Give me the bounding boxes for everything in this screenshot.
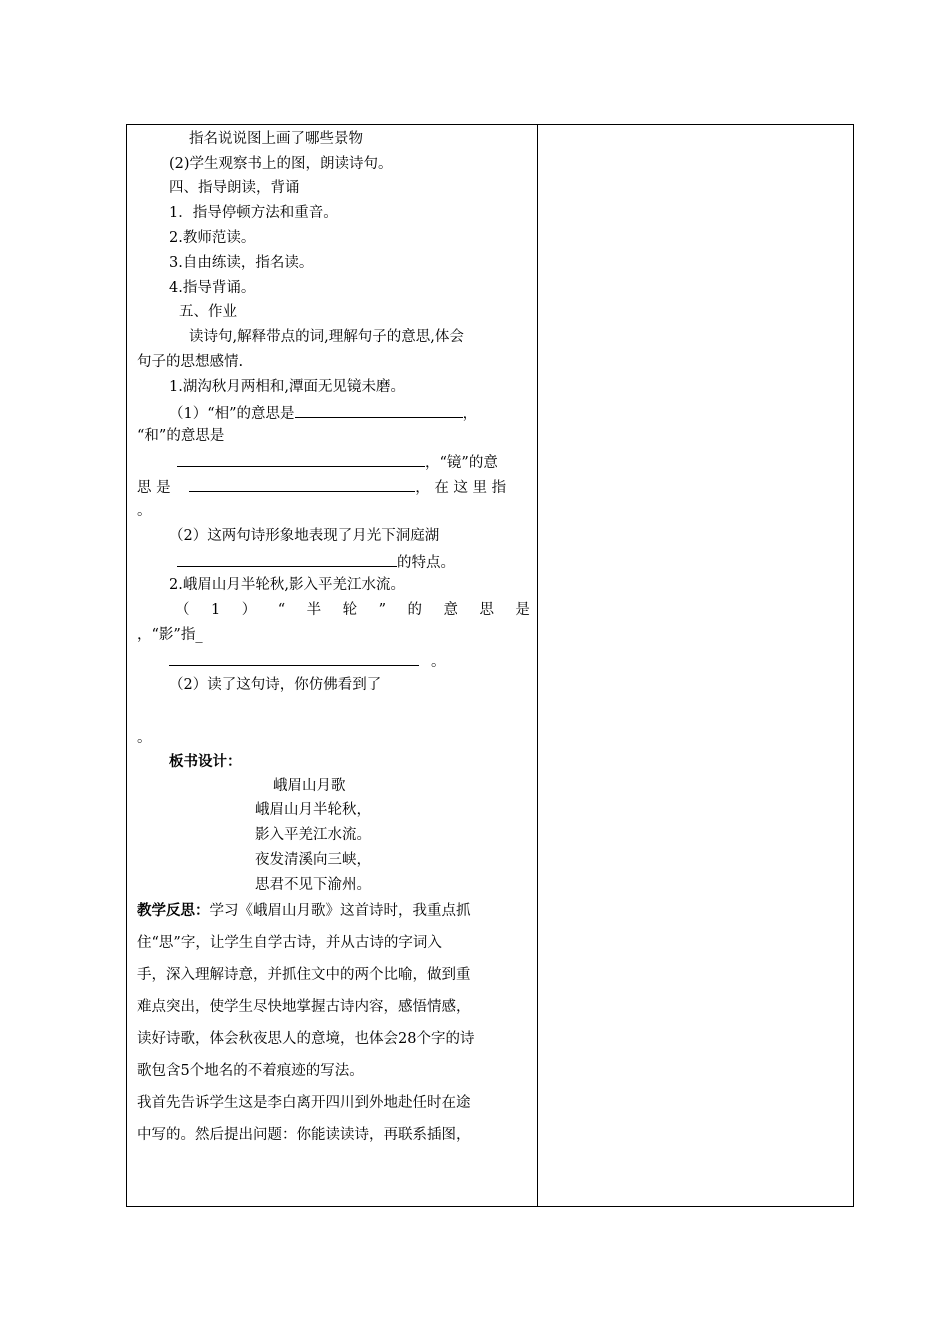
char: （ — [175, 602, 190, 618]
char: 思 — [479, 602, 494, 618]
question-text: 的特点。 — [397, 555, 455, 571]
answer-blank[interactable] — [177, 552, 397, 567]
punct: 。 — [431, 654, 446, 670]
question-line — [169, 403, 477, 423]
question-line — [177, 552, 455, 572]
char: “ — [277, 602, 286, 618]
text-line: 。 — [137, 503, 152, 519]
char: 意 — [443, 602, 458, 618]
right-cell — [538, 125, 853, 1206]
reflection-line: 住“思”字，让学生自学古诗，并从古诗的字词入 — [137, 935, 442, 951]
char: 的 — [407, 602, 422, 618]
text-line: ，“影”指_ — [137, 627, 203, 643]
spaced-question — [175, 601, 530, 619]
reflection-line: 手，深入理解诗意，并抓住文中的两个比喻，做到重 — [137, 967, 471, 983]
question-line — [169, 651, 446, 671]
reflection-line: 教学反思：学习《峨眉山月歌》这首诗时，我重点抓 — [137, 902, 471, 919]
text-line: （2）这两句诗形象地表现了月光下洞庭湖 — [169, 528, 440, 544]
reflection-line: 我首先告诉学生这是李白离开四川到外地赴任时在途 — [137, 1095, 471, 1111]
char: 1 — [210, 602, 221, 618]
answer-blank[interactable] — [295, 403, 463, 418]
reflection-line: 中写的。然后提出问题：你能读读诗，再联系插图， — [137, 1127, 471, 1143]
lesson-table — [126, 124, 854, 1207]
answer-blank[interactable] — [189, 477, 415, 492]
poem-line: 思君不见下渝州。 — [255, 877, 371, 893]
reflection-line: 歌包含5个地名的不着痕迹的写法。 — [137, 1063, 364, 1079]
question-text: ， 在 这 里 指 — [415, 480, 507, 496]
text-line: 读诗句,解释带点的词,理解句子的意思,体会 — [189, 329, 464, 345]
text-line: (2)学生观察书上的图，朗读诗句。 — [169, 156, 393, 172]
text-line: 句子的思想感情. — [137, 354, 244, 370]
text-line: 1.湖沟秋月两相和,潭面无见镜未磨。 — [169, 379, 405, 395]
answer-blank[interactable] — [177, 452, 425, 467]
text-line: 。 — [137, 730, 152, 746]
question-text: ，“镜”的意 — [425, 455, 498, 471]
board-design-label: 板书设计： — [169, 753, 242, 770]
poem-line: 影入平羌江水流。 — [255, 827, 371, 843]
char: ） — [241, 602, 257, 618]
char: 是 — [515, 602, 530, 618]
text-line: （2）读了这句诗，你仿佛看到了 — [169, 677, 382, 693]
reflection-line: 读好诗歌，体会秋夜思人的意境，也体会28个字的诗 — [137, 1031, 475, 1047]
section-heading: 五、作业 — [179, 304, 237, 320]
text-line: 1．指导停顿方法和重音。 — [169, 205, 338, 221]
text-line: “和”的意思是 — [137, 428, 225, 444]
question-text: （1）“相”的意思是 — [169, 406, 295, 422]
question-line — [177, 452, 498, 472]
poem-title: 峨眉山月歌 — [273, 778, 346, 794]
poem-line: 夜发清溪向三峡， — [255, 852, 371, 868]
punct: ， — [462, 406, 478, 422]
char: 半 — [306, 602, 322, 618]
text-line: 4.指导背诵。 — [169, 280, 256, 296]
poem-line: 峨眉山月半轮秋， — [255, 802, 371, 818]
question-line — [137, 477, 506, 497]
text-line: 指名说说图上画了哪些景物 — [189, 131, 363, 147]
question-text: 思 是 — [137, 480, 171, 496]
char: 轮 — [342, 602, 358, 618]
char: ” — [378, 602, 386, 618]
answer-blank[interactable] — [169, 651, 419, 666]
reflection-label: 教学反思： — [137, 902, 210, 919]
text-line: 2.教师范读。 — [169, 230, 256, 246]
section-heading: 四、指导朗读，背诵 — [169, 180, 300, 196]
reflection-line: 难点突出，使学生尽快地掌握古诗内容，感悟情感， — [137, 999, 471, 1015]
text-line: 2.峨眉山月半轮秋,影入平羌江水流。 — [169, 577, 405, 593]
text-line: 3.自由练读，指名读。 — [169, 255, 314, 271]
